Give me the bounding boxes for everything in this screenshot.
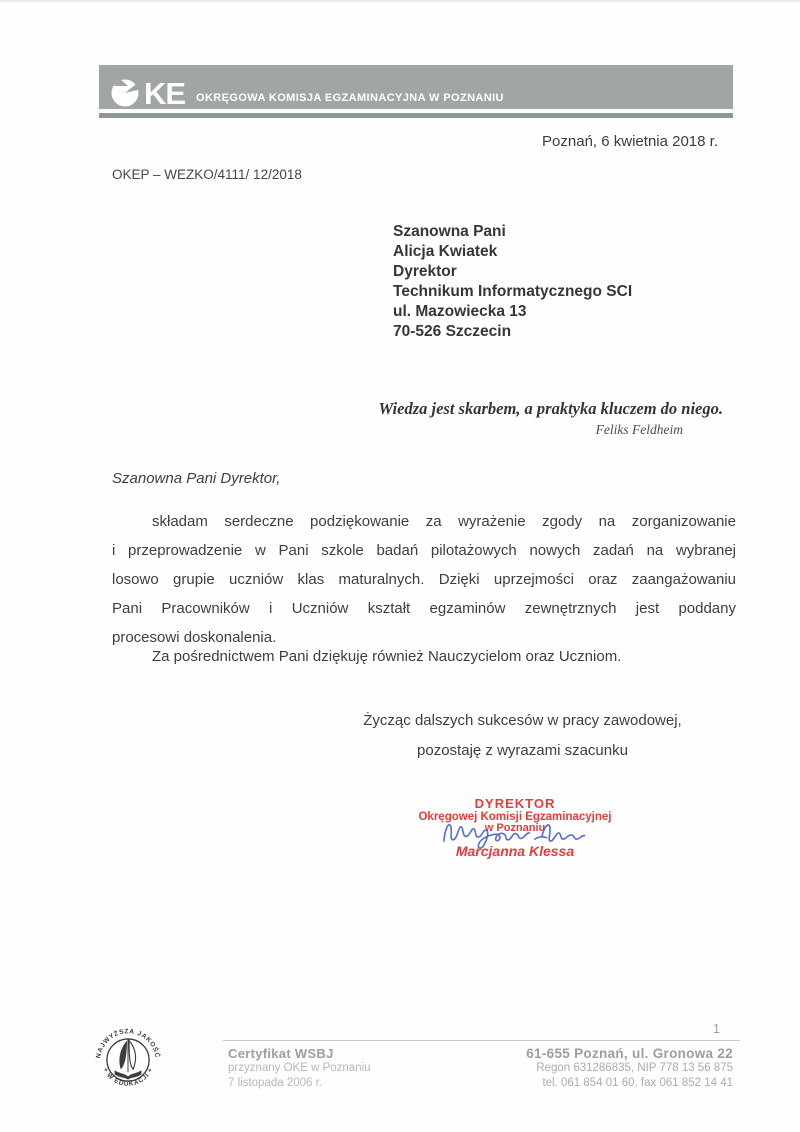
scan-edge-artifact [0, 0, 800, 2]
signature-block [365, 796, 665, 871]
oke-logo-bird-icon [109, 77, 143, 107]
reference-number: OKEP – WEZKO/4111/ 12/2018 [112, 167, 302, 182]
body-line: składam serdeczne podziękowanie za wyrażenie zgody na zorganizowanie [152, 513, 736, 530]
certificate-line: 7 listopada 2006 r. [228, 1077, 322, 1089]
signature-title: DYREKTOR [474, 796, 556, 811]
certificate-title: Certyfikat WSBJ [228, 1046, 334, 1061]
closing-block [305, 706, 740, 766]
address-info [526, 1046, 733, 1091]
body-line: Pani Pracowników i Uczniów kształt egzaminów zewnętrznych jest poddany [112, 600, 736, 617]
footer-divider [223, 1040, 740, 1041]
salutation: Szanowna Pani Dyrektor, [112, 470, 281, 487]
recipient-line: Alicja Kwiatek [393, 243, 498, 260]
seal-top-text: NAJWYŻSZA JAKOŚĆ [95, 1028, 161, 1059]
body-line: procesowi doskonalenia. [112, 629, 277, 646]
thanks-paragraph: Za pośrednictwem Pani dziękuję również Nauczycielom oraz Uczniom. [152, 648, 622, 665]
address-line: 61-655 Poznań, ul. Gronowa 22 [526, 1046, 733, 1061]
seal-emblem-sail-book-icon [115, 1039, 142, 1079]
certificate-line: przyznany OKE w Poznaniu [228, 1062, 371, 1074]
oke-logo-text: KE [144, 76, 186, 111]
recipient-line: Szanowna Pani [393, 223, 506, 240]
address-line: tel. 061 854 01 60, fax 061 852 14 41 [542, 1077, 733, 1089]
recipient-line: 70-526 Szczecin [393, 323, 512, 340]
recipient-block [393, 222, 632, 342]
signature-org-line-2: w Poznaniu [484, 822, 546, 834]
body-line: i przeprowadzenie w Pani szkole badań pilotażowych nowych zadań na wybranej [112, 542, 736, 559]
signature-printed-name: Marcjanna Klessa [455, 843, 575, 859]
quote-author: Feliks Feldheim [595, 422, 683, 437]
body-line: losowo grupie uczniów klas maturalnych. Dzięki uprzejmości oraz zaangażowaniu [112, 571, 736, 588]
date-line: Poznań, 6 kwietnia 2018 r. [542, 133, 718, 150]
body-paragraph [112, 507, 736, 652]
closing-line-1: Życząc dalszych sukcesów w pracy zawodowej, [363, 712, 682, 729]
recipient-line: Technikum Informatycznego SCI [393, 283, 633, 300]
certificate-info [228, 1046, 371, 1091]
quote-text: Wiedza jest skarbem, a praktyka kluczem do niego. [378, 399, 723, 418]
organization-name: OKRĘGOWA KOMISJA EGZAMINACYJNA W POZNANIU [196, 92, 504, 104]
header-band [99, 65, 733, 109]
closing-line-2: pozostaję z wyrazami szacunku [417, 742, 628, 759]
signature-org-line-1: Okręgowej Komisji Egzaminacyjnej [418, 811, 612, 823]
address-line: Regon 631286835, NIP 778 13 56 875 [536, 1062, 733, 1074]
header-rule [99, 113, 733, 118]
recipient-line: Dyrektor [393, 263, 457, 280]
recipient-line: ul. Mazowiecka 13 [393, 303, 527, 320]
page-number: 1 [713, 1022, 720, 1036]
oke-logo [109, 76, 186, 111]
motto-quote [378, 399, 723, 438]
seal-bottom-text: + W EDUKACJI + [101, 1066, 155, 1088]
quality-seal-icon [93, 1025, 163, 1095]
